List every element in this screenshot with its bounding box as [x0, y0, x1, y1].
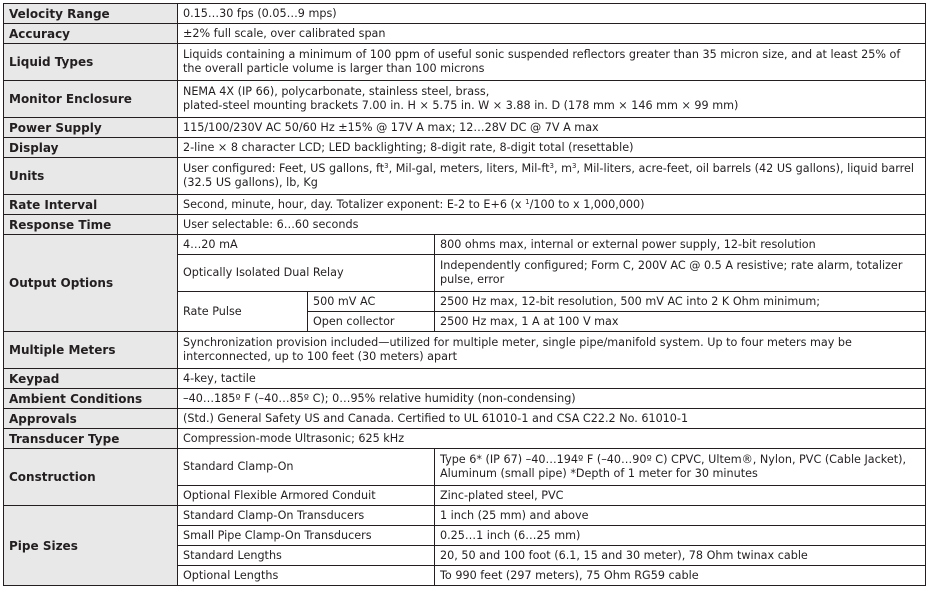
row-value: 4-key, tactile: [178, 369, 926, 389]
table-row: [4, 235, 926, 255]
superscript: 3: [571, 162, 577, 170]
row-value: User selectable: 6…60 seconds: [178, 215, 926, 235]
sub-label: Rate Pulse: [178, 292, 308, 332]
table-row: [4, 24, 926, 44]
sub-label: Standard Clamp-On: [178, 449, 435, 486]
row-label: Transducer Type: [4, 429, 178, 449]
row-label: Accuracy: [4, 24, 178, 44]
table-row: [4, 369, 926, 389]
specifications-table: [3, 3, 926, 586]
table-row: [4, 138, 926, 158]
row-label: Liquid Types: [4, 44, 178, 81]
sub-value: 2500 Hz max, 1 A at 100 V max: [435, 312, 926, 332]
row-value: 115/100/230V AC 50/60 Hz ±15% @ 17V A max; 12…28V DC @ 7V A max: [178, 118, 926, 138]
row-value: –40…185º F (–40…85º C); 0…95% relative humidity (non-condensing): [178, 389, 926, 409]
row-value: Liquids containing a minimum of 100 ppm of useful sonic suspended reflectors greater than 35 micron size, and at least 25% of the overall particle volume is larger than 100 microns: [178, 44, 926, 81]
row-value: (Std.) General Safety US and Canada. Certified to UL 61010-1 and CSA C22.2 No. 61010-1: [178, 409, 926, 429]
row-label: Construction: [4, 449, 178, 506]
table-row: [4, 4, 926, 24]
sub-value: 20, 50 and 100 foot (6.1, 15 and 30 meter), 78 Ohm twinax cable: [435, 546, 926, 566]
sub-label: 4…20 mA: [178, 235, 435, 255]
sub-value: 0.25…1 inch (6…25 mm): [435, 526, 926, 546]
sub-value: Independently configured; Form C, 200V AC @ 0.5 A resistive; rate alarm, totalizer pulse, error: [435, 255, 926, 292]
units-text: , Mil-gal, meters, liters, Mil-ft: [388, 162, 550, 175]
table-row: [4, 158, 926, 195]
row-label: Monitor Enclosure: [4, 81, 178, 118]
sub-value: To 990 feet (297 meters), 75 Ohm RG59 cable: [435, 566, 926, 586]
units-text: User configured: Feet, US gallons, ft: [183, 162, 385, 175]
table-row: [4, 118, 926, 138]
row-label: Multiple Meters: [4, 332, 178, 369]
row-label: Ambient Conditions: [4, 389, 178, 409]
row-value: 0.15…30 fps (0.05…9 mps): [178, 4, 926, 24]
table-row: [4, 506, 926, 526]
table-row: [4, 81, 926, 118]
row-label: Rate Interval: [4, 195, 178, 215]
row-label: Display: [4, 138, 178, 158]
table-row: [4, 449, 926, 486]
table-row: [4, 195, 926, 215]
sub-value: 2500 Hz max, 12-bit resolution, 500 mV AC into 2 K Ohm minimum;: [435, 292, 926, 312]
sub-value: Zinc-plated steel, PVC: [435, 486, 926, 506]
row-label: Approvals: [4, 409, 178, 429]
enclosure-line-1: NEMA 4X (IP 66), polycarbonate, stainless steel, brass,: [183, 85, 490, 98]
sub-value: 1 inch (25 mm) and above: [435, 506, 926, 526]
table-row: [4, 389, 926, 409]
sub-label: Small Pipe Clamp-On Transducers: [178, 526, 435, 546]
sub-label: Optically Isolated Dual Relay: [178, 255, 435, 292]
superscript: 3: [549, 162, 554, 170]
superscript: 1: [525, 197, 530, 206]
table-row: [4, 429, 926, 449]
rate-text: Second, minute, hour, day. Totalizer exponent: E-2 to E+6 (x: [183, 197, 526, 211]
row-label: Velocity Range: [4, 4, 178, 24]
row-label: Keypad: [4, 369, 178, 389]
units-text: , Mil-liters, acre-feet, oil barrels (42 US gallons), liquid barrel (32.5 US gallons), lb, Kg: [183, 162, 914, 189]
row-label: Units: [4, 158, 178, 195]
row-value: ±2% full scale, over calibrated span: [178, 24, 926, 44]
table-row: [4, 215, 926, 235]
row-label: Response Time: [4, 215, 178, 235]
enclosure-line-2: plated-steel mounting brackets 7.00 in. H × 5.75 in. W × 3.88 in. D (178 mm × 146 mm × 99 mm): [183, 99, 739, 112]
sub-value: Type 6* (IP 67) –40…194º F (–40…90º C) CPVC, Ultem®, Nylon, PVC (Cable Jacket), Aluminum (small pipe) *Depth of 1 meter for 30 minutes: [435, 449, 926, 486]
sub-label: Optional Flexible Armored Conduit: [178, 486, 435, 506]
table-row: [4, 332, 926, 369]
table-row: [4, 409, 926, 429]
sub-sub-label: 500 mV AC: [308, 292, 435, 312]
sub-sub-label: Open collector: [308, 312, 435, 332]
rate-text: /100 to x 1,000,000): [529, 197, 645, 211]
row-value: [178, 195, 926, 215]
row-value: [178, 158, 926, 195]
row-value: [178, 81, 926, 118]
table-row: [4, 44, 926, 81]
sub-label: Standard Clamp-On Transducers: [178, 506, 435, 526]
sub-label: Optional Lengths: [178, 566, 435, 586]
superscript: 3: [384, 162, 389, 170]
row-value: 2-line × 8 character LCD; LED backlighting; 8-digit rate, 8-digit total (resettable): [178, 138, 926, 158]
sub-label: Standard Lengths: [178, 546, 435, 566]
row-value: Synchronization provision included—utilized for multiple meter, single pipe/manifold system. Up to four meters may be interconnected, up to 100 feet (30 meters) apart: [178, 332, 926, 369]
row-value: Compression-mode Ultrasonic; 625 kHz: [178, 429, 926, 449]
row-label: Power Supply: [4, 118, 178, 138]
row-label: Pipe Sizes: [4, 506, 178, 586]
sub-value: 800 ohms max, internal or external power supply, 12-bit resolution: [435, 235, 926, 255]
row-label: Output Options: [4, 235, 178, 332]
units-text: , m: [553, 162, 572, 175]
